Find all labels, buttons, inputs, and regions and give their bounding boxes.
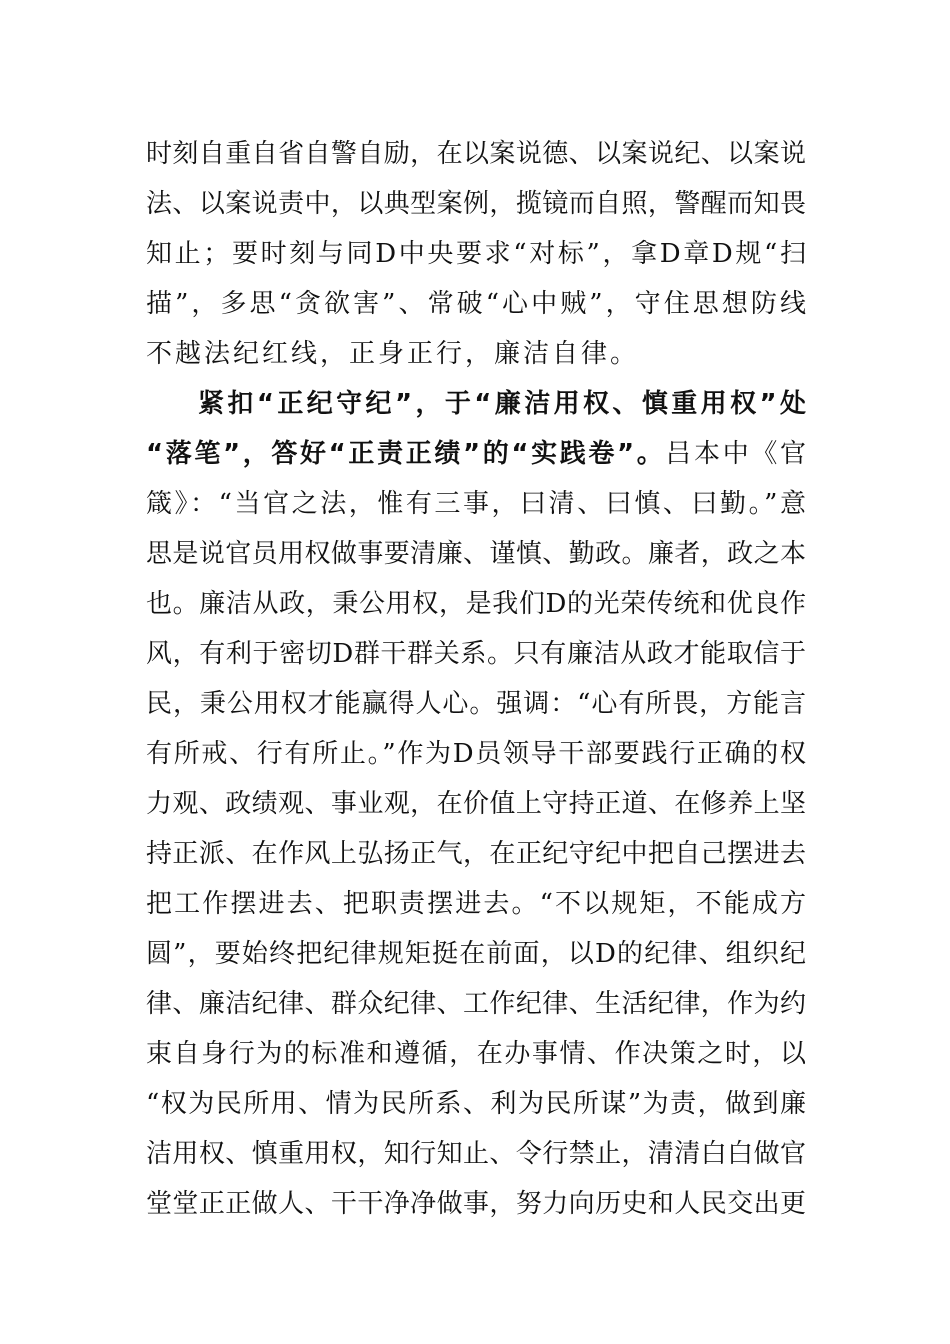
- text-line: 时刻自重自省自警自励，在以案说德、以案说纪、以案说: [146, 139, 806, 169]
- section-heading-continued: [146, 434, 806, 474]
- text-line: 知止；要时刻与同D中央要求“对标”，拿D章D规“扫: [146, 239, 806, 269]
- text-line: 律、廉洁纪律、群众纪律、工作纪律、生活纪律，作为约: [146, 989, 806, 1019]
- text-line: 也。廉洁从政，秉公用权，是我们D的光荣传统和优良作: [146, 589, 806, 619]
- paragraph-start-text: 吕本中《官: [665, 439, 806, 469]
- text-line: 堂堂正正做人、干干净净做事，努力向历史和人民交出更: [146, 1189, 806, 1219]
- section-heading: 紧扣“正纪守纪”，于“廉洁用权、慎重用权”处: [198, 389, 806, 419]
- section-heading-bold-part: “落笔”，答好“正责正绩”的“实践卷”。: [146, 439, 666, 469]
- text-line: 风，有利于密切D群干群关系。只有廉洁从政才能取信于: [146, 639, 806, 669]
- text-line: 有所戒、行有所止。”作为D员领导干部要践行正确的权: [146, 739, 806, 769]
- text-line: 持正派、在作风上弘扬正气，在正纪守纪中把自己摆进去: [146, 839, 806, 869]
- text-line: 思是说官员用权做事要清廉、谨慎、勤政。廉者，政之本: [146, 539, 806, 569]
- text-line: 洁用权、慎重用权，知行知止、令行禁止，清清白白做官: [146, 1139, 806, 1169]
- text-line: 箴》：“当官之法，惟有三事，曰清、曰慎、曰勤。”意: [146, 489, 806, 519]
- text-line: 民，秉公用权才能赢得人心。强调：“心有所畏，方能言: [146, 689, 806, 719]
- text-line: “权为民所用、情为民所系、利为民所谋”为责，做到廉: [146, 1089, 806, 1119]
- text-line: 描”，多思“贪欲害”、常破“心中贼”，守住思想防线: [146, 289, 806, 319]
- text-line: 圆”，要始终把纪律规矩挺在前面，以D的纪律、组织纪: [146, 939, 806, 969]
- text-line: 束自身行为的标准和遵循，在办事情、作决策之时，以: [146, 1039, 806, 1069]
- text-line: 力观、政绩观、事业观，在价值上守持正道、在修养上坚: [146, 789, 806, 819]
- text-line: 不越法纪红线，正身正行，廉洁自律。: [146, 339, 640, 369]
- text-line: 把工作摆进去、把职责摆进去。“不以规矩，不能成方: [146, 889, 806, 919]
- text-line: 法、以案说责中，以典型案例，揽镜而自照，警醒而知畏: [146, 189, 806, 219]
